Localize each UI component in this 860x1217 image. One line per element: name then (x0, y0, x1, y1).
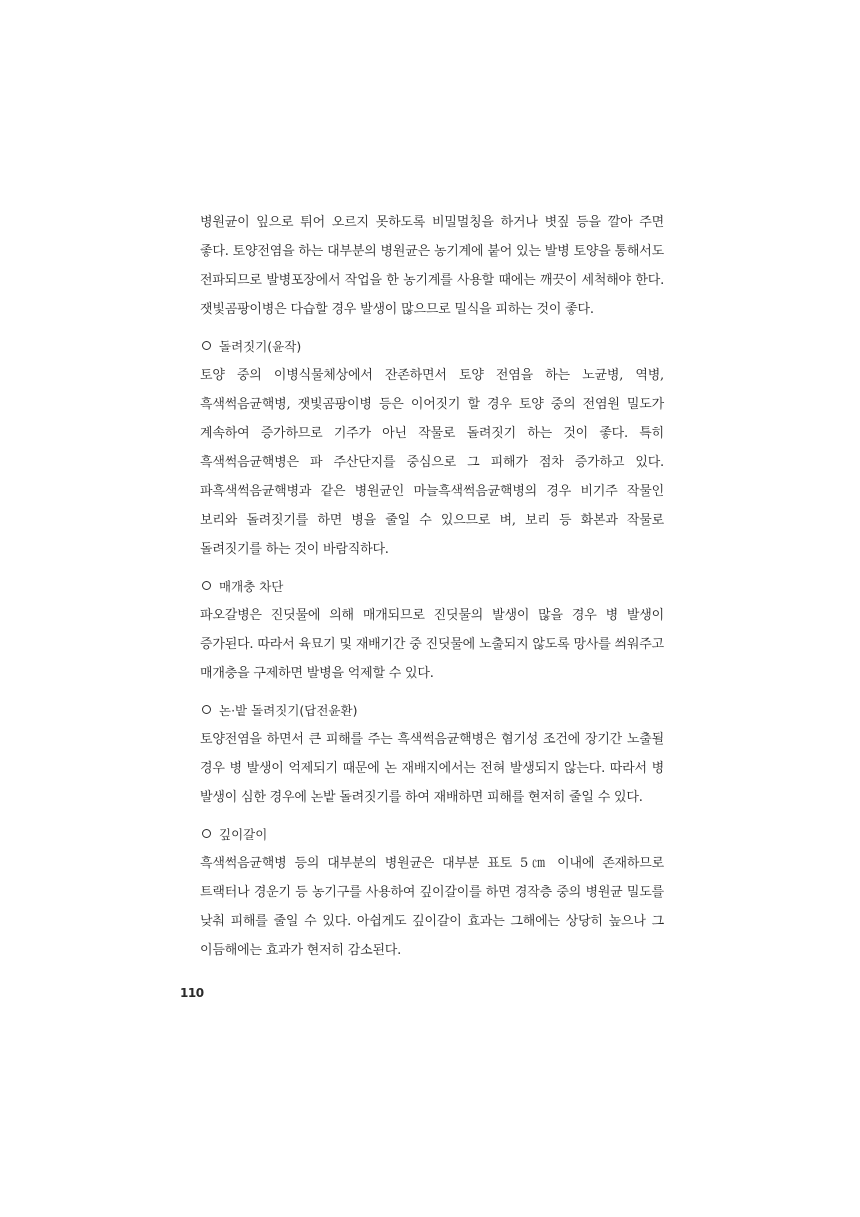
section-heading (200, 570, 664, 601)
section-body: 토양 중의 이병식물체상에서 잔존하면서 토양 전염을 하는 노균병, 역병, 흑색썩음균핵병, 잿빛곰팡이병 등은 이어짓기 할 경우 토양 중의 전염원 밀도가 계속하여 증가하므로 기주가 아닌 작물로 돌려짓기 하는 것이 좋다. 특히 흑색썩음균핵병은 파 주산단지를 중심으로 그 피해가 점차 증가하고 있다. 파흑색썩음균핵병과 같은 병원균인 마늘흑색썩음균핵병의 경우 비기주 작물인 보리와 돌려짓기를 하면 병을 줄일 수 있으므로 벼, 보리 등 화본과 작물로 돌려짓기를 하는 것이 바람직하다. (200, 368, 664, 557)
intro-paragraph: 병원균이 잎으로 튀어 오르지 못하도록 비밀멀칭을 하거나 볏짚 등을 깔아 주면 좋다. 토양전염을 하는 대부분의 병원균은 농기계에 붙어 있는 발병 토양을 통해서도 전파되므로 발병포장에서 작업을 한 농기계를 사용할 때에는 깨끗이 세척해야 한다. 잿빛곰팡이병은 다습할 경우 발생이 많으므로 밀식을 피하는 것이 좋다. (200, 215, 664, 317)
page-body (200, 208, 664, 971)
circle-bullet-icon (202, 829, 211, 838)
section-vector-control (200, 570, 664, 688)
section-heading (200, 818, 664, 849)
page-number: 110 (180, 986, 204, 1000)
section-body: 파오갈병은 진딧물에 의해 매개되므로 진딧물의 발생이 많을 경우 병 발생이 증가된다. 따라서 육묘기 및 재배기간 중 진딧물에 노출되지 않도록 망사를 씌워주고 매개충을 구제하면 발병을 억제할 수 있다. (200, 608, 664, 681)
circle-bullet-icon (202, 705, 211, 714)
circle-bullet-icon (202, 341, 211, 350)
section-heading (200, 330, 664, 361)
section-heading-label: 돌려짓기(윤작) (219, 338, 302, 354)
section-deep-plowing (200, 818, 664, 965)
section-body: 흑색썩음균핵병 등의 대부분의 병원균은 대부분 표토 5㎝ 이내에 존재하므로 트랙터나 경운기 등 농기구를 사용하여 깊이갈이를 하면 경작층 중의 병원균 밀도를 낮춰 피해를 줄일 수 있다. 아쉽게도 깊이갈이 효과는 그해에는 상당히 높으나 그 이듬해에는 효과가 현저히 감소된다. (200, 856, 664, 958)
circle-bullet-icon (202, 581, 211, 590)
section-heading (200, 694, 664, 725)
section-heading-label: 매개충 차단 (219, 578, 284, 594)
section-heading-label: 깊이갈이 (219, 826, 268, 842)
section-body: 토양전염을 하면서 큰 피해를 주는 흑색썩음균핵병은 혐기성 조건에 장기간 노출될 경우 병 발생이 억제되기 때문에 논 재배지에서는 전혀 발생되지 않는다. 따라서 병 발생이 심한 경우에 논밭 돌려짓기를 하여 재배하면 피해를 현저히 줄일 수 있다. (200, 732, 664, 805)
section-heading-label: 논·밭 돌려짓기(답전윤환) (219, 702, 358, 718)
section-paddy-upland-rotation (200, 694, 664, 812)
section-crop-rotation (200, 330, 664, 564)
